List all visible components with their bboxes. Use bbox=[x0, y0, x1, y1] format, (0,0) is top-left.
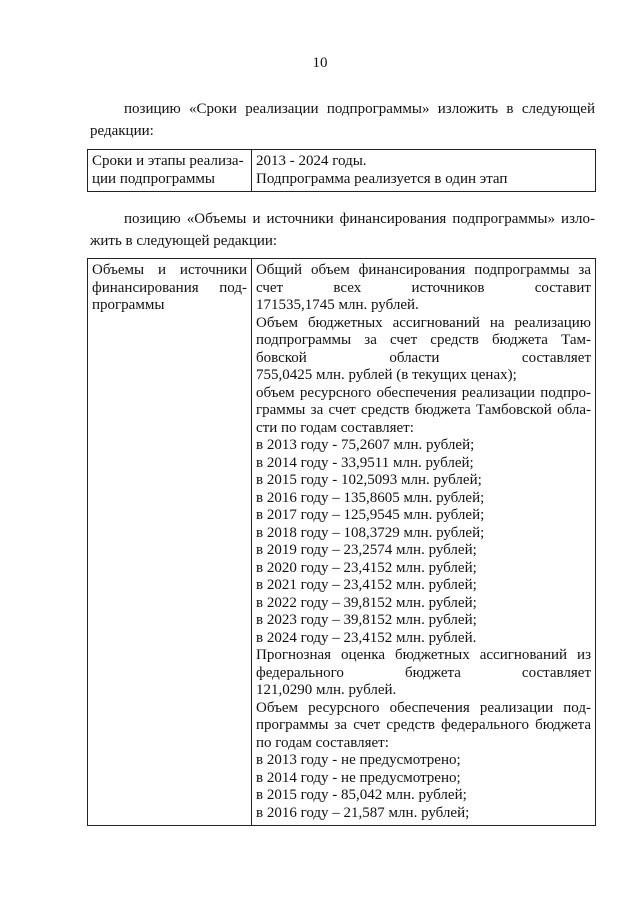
paragraph-line: позицию «Сроки реализации подпрограммы» изложить в следующей bbox=[124, 101, 595, 117]
table-value-cell: 2013 - 2024 годы. Подпрограмма реализуется в один этап bbox=[252, 150, 596, 192]
paragraph-funding-intro bbox=[90, 208, 595, 252]
paragraph-deadlines-intro bbox=[90, 98, 595, 142]
table-label-cell: Сроки и этапы реализа- ции подпрограммы bbox=[88, 150, 252, 192]
table-label-cell: Объемы и источники финансирования под- программы bbox=[88, 259, 252, 826]
deadlines-table bbox=[87, 149, 596, 192]
table-value-cell: Общий объем финансирования подпрограммы за счет всех источников составит 171535,1745 млн. рублей. Объем бюджетных ассигнований на реализацию подпрограммы за счет средств бюджета Там- бовской области составляет 755,0425 млн. рублей (в текущих ценах); объем ресурсного обеспечения реализации подпро- граммы за счет средств бюджета Тамбовской обла- сти по годам составляет: в 2013 году - 75,2607 млн. рублей; в 2014 году - 33,9511 млн. рублей; в 2015 году - 102,5093 млн. рублей; в 2016 году – 135,8605 млн. рублей; в 2017 году – 125,9545 млн. рублей; в 2018 году – 108,3729 млн. рублей; в 2019 году – 23,2574 млн. рублей; в 2020 году – 23,4152 млн. рублей; в 2021 году – 23,4152 млн. рублей; в 2022 году – 39,8152 млн. рублей; в 2023 году – 39,8152 млн. рублей; в 2024 году – 23,4152 млн. рублей. Прогнозная оценка бюджетных ассигнований из федерального бюджета составляет 121,0290 млн. рублей. Объем ресурсного обеспечения реализации под- программы за счет средств федерального бюджета по годам составляет: в 2013 году - не предусмотрено; в 2014 году - не предусмотрено; в 2015 году - 85,042 млн. рублей; в 2016 году – 21,587 млн. рублей; bbox=[252, 259, 596, 826]
paragraph-line: редакции: bbox=[90, 123, 154, 139]
paragraph-line: жить в следующей редакции: bbox=[90, 233, 278, 249]
table-row bbox=[88, 150, 596, 192]
table-row bbox=[88, 259, 596, 826]
paragraph-line: позицию «Объемы и источники финансирования подпрограммы» изло- bbox=[124, 211, 595, 227]
funding-table bbox=[87, 258, 596, 826]
page-number: 10 bbox=[312, 55, 328, 71]
